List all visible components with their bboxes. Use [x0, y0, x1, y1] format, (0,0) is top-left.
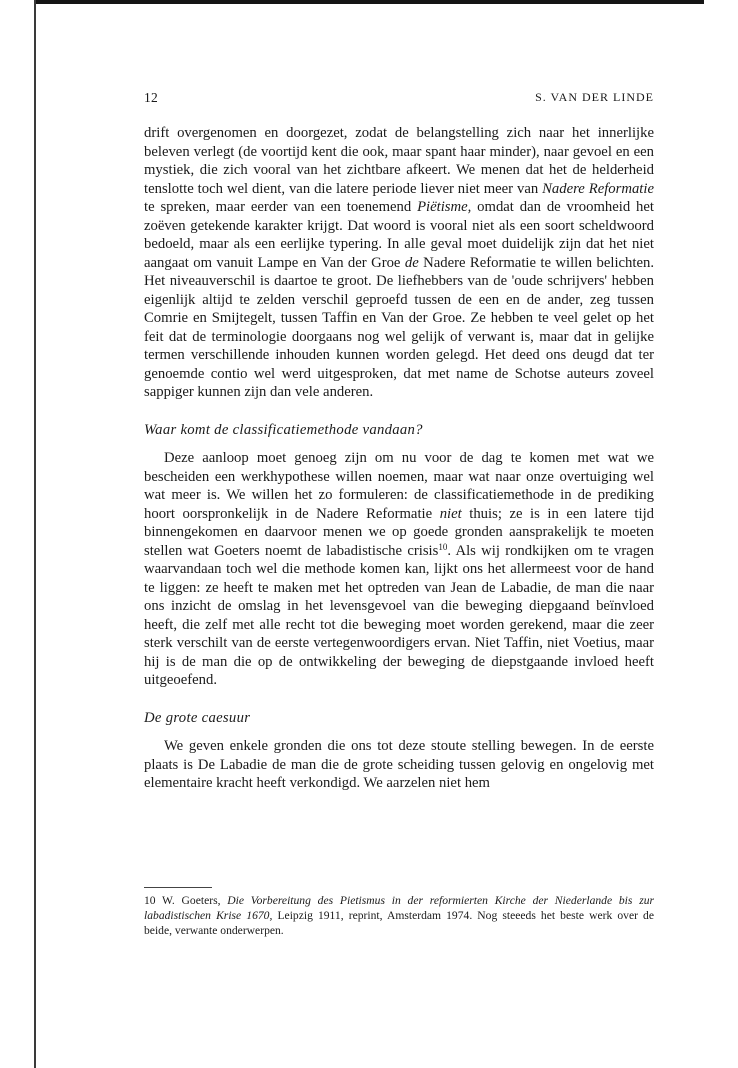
italic-text: Nadere Reformatie: [542, 180, 654, 197]
page-number: 12: [144, 90, 159, 105]
italic-text: niet: [439, 505, 462, 522]
text-run: W. Goeters,: [162, 894, 228, 907]
italic-text: de: [404, 254, 419, 271]
text-run: omdat dan de vroomheid het zoëven getekende karakter krijgt. Dat woord is vooral niet als een soort scheldwoord bedoeld, maar als een eerlijke typering. In alle geval moet duidelijk zijn dat het niet aangaat om vanuit Lampe en Van der Groe: [144, 199, 654, 271]
text-run: . Als wij rondkijken om te vragen waarvandaan toch wel die methode komen kan, lijkt ons het allermeest voor de hand te liggen: ze heeft te maken met het optreden van Jean de Labadie, de man die naar ons inzicht de omslag in het levensgevoel van die beweging diepgaand beïnvloed heeft, die zelf met alle recht tot die beweging moet worden gerekend, maar die zeer sterk verschilt van de eerste vertegenwoordigers ervan. Niet Taffin, niet Voetius, maar hij is de man die op de ontwikkeling der beweging de diepstgaande invloed heeft uitgeoefend.: [144, 542, 654, 688]
paragraph: [144, 449, 654, 690]
text-run: te spreken, maar eerder van een toenemend: [144, 199, 418, 215]
book-page: [144, 0, 654, 1068]
footnote-number: 10: [144, 894, 156, 907]
text-run: thuis; ze is in een latere tijd binnengekomen en daarvoor menen we op goede gronden aansprakelijk te moeten stellen wat Goeters noemt de labadistische crisis: [144, 505, 655, 559]
running-head-author: S. VAN DER LINDE: [535, 90, 654, 104]
footnote-reference: 10: [438, 541, 448, 552]
footnote: [144, 893, 654, 938]
section-heading: De grote caesuur: [144, 709, 251, 726]
footnote-text: [144, 894, 654, 937]
text-run: We geven enkele gronden die ons tot deze stoute stelling bewegen. In de eerste plaats is De Labadie de man die de grote scheiding tussen gelovig en ongelovig met elementaire kracht heeft verkondigd. We aarzelen niet hem: [144, 738, 654, 791]
section-heading: Waar komt de classificatiemethode vandaan?: [144, 421, 423, 438]
paragraph: [144, 124, 654, 402]
italic-text: Piëtisme,: [417, 199, 472, 215]
paragraph: [144, 737, 654, 793]
running-head: [144, 90, 654, 108]
italic-text: Die Vorbereitung des Pietismus in der reformierten Kirche der Niederlande bis zur labadistischen Krise 1670,: [144, 894, 655, 922]
text-run: Leipzig 1911, reprint, Amsterdam 1974. Nog steeeds het beste werk over de beide, verwante onderwerpen.: [144, 909, 654, 937]
text-run: drift overgenomen en doorgezet, zodat de belangstelling zich naar het innerlijke beleven verlegt (de voortijd kent die ook, maar spant haar minder), naar gevoel en een mystiek, die zich vooral van het zichtbare afkeert. We menen dat het de helderheid tenslotte toch wel dient, van die latere periode liever niet meer van: [144, 125, 654, 197]
page-left-edge: [34, 0, 36, 1068]
footnote-separator: [144, 887, 212, 888]
body-text: [144, 124, 654, 793]
text-run: Deze aanloop moet genoeg zijn om nu voor de dag te komen met wat we bescheiden een werkhypothese willen noemen, maar wat naar onze overtuiging wel wat meer is. We willen het zo formuleren: de classificatiemethode in de prediking hoort oorspronkelijk in de Nadere Reformatie: [144, 450, 654, 522]
text-run: Nadere Reformatie te willen belichten. Het niveauverschil is daartoe te groot. De liefhebbers van de 'oude schrijvers' hebben eigenlijk altijd te zelden verschil geproefd tussen de een en de ander, zeg tussen Comrie en Smijtegelt, tussen Taffin en Van der Groe. Ze hebben te veel gelet op het feit dat de terminologie doorgaans nog wel gelijk of verwant is, maar dat in gelijke termen verschillende inhouden kunnen worden gelegd. Het deed ons deugd dat ter genoemde contio wel werd uitgesproken, dat met name de Schotse auteurs zoveel sappiger kunnen zijn dan vele anderen.: [144, 254, 655, 400]
